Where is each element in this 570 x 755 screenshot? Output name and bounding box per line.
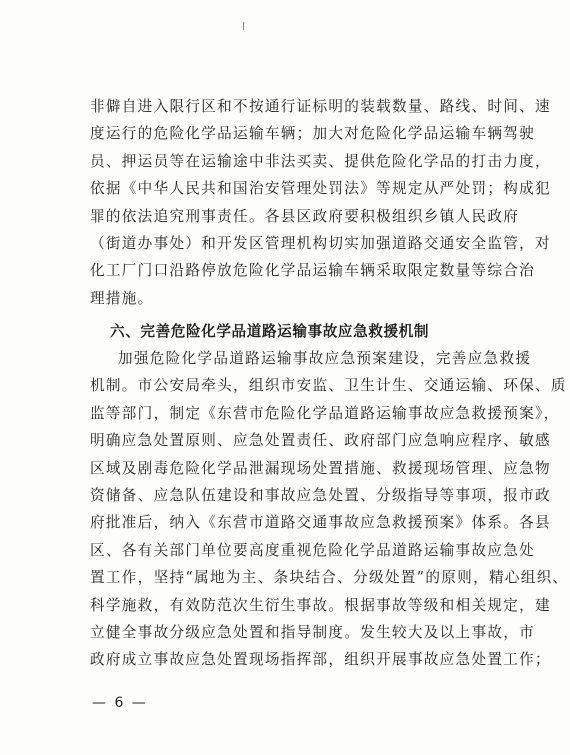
text-line: 度运行的危险化学品运输车辆；加大对危险化学品运输车辆驾驶	[90, 125, 536, 143]
paragraph-1	[90, 93, 551, 312]
text-line: 监等部门，制定《东营市危险化学品道路运输事故应急救援预案》，	[90, 404, 560, 422]
text-line: 立健全事故分级应急处置和指导制度。发生较大及以上事故，市	[90, 624, 536, 642]
text-line: 化工厂门口沿路停放危险化学品运输车辆采取限定数量等综合治	[90, 262, 536, 280]
text-line: 明确应急处置原则、应急处置责任、政府部门应急响应程序、敏感	[90, 432, 551, 450]
text-line: 机制。市公安局牵头，组织市安监、卫生计生、交通运输、环保、质	[90, 377, 567, 395]
text-line: 资储备、应急队伍建设和事故应急处置、分级指导等事项，报市政	[90, 487, 551, 505]
text-line: 区域及剧毒危险化学品泄漏现场处置措施、救援现场管理、应急物	[90, 459, 551, 477]
text-line: 员、押运员等在运输途中非法买卖、提供危险化学品的打击力度，	[90, 152, 551, 170]
scan-mark	[243, 22, 244, 30]
text-line: 罪的依法追究刑事责任。各县区政府要积极组织乡镇人民政府	[90, 207, 520, 225]
text-line: 置工作，坚持“属地为主、条块结合、分级处置”的原则，精心组织、	[90, 569, 569, 587]
text-line: 非僻自进入限行区和不按通行证标明的装载数量、路线、时间、速	[90, 98, 551, 115]
text-line: 政府成立事故应急处置现场指挥部，组织开展事故应急处置工作；	[90, 651, 551, 669]
text-line: 科学施救，有效防范次生衍生事故。根据事故等级和相关规定，建	[90, 596, 551, 614]
text-line: 加强危险化学品道路运输事故应急预案建设，完善应急救援	[118, 350, 532, 367]
text-line: 府批准后，纳入《东营市道路交通事故应急救援预案》体系。各县	[90, 514, 551, 532]
page-number: — 6 —	[92, 695, 148, 711]
text-line: 理措施。	[90, 289, 154, 307]
paragraph-2	[90, 345, 569, 674]
text-line: 区、各有关部门单位要高度重视危险化学品道路运输事故应急处	[90, 541, 536, 559]
text-line: 依据《中华人民共和国治安管理处罚法》等规定从严处罚；构成犯	[90, 180, 551, 198]
text-line: （街道办事处）和开发区管理机构切实加强道路交通安全监管，对	[90, 235, 551, 253]
section-heading: 六、完善危险化学品道路运输事故应急救援机制	[110, 323, 430, 340]
